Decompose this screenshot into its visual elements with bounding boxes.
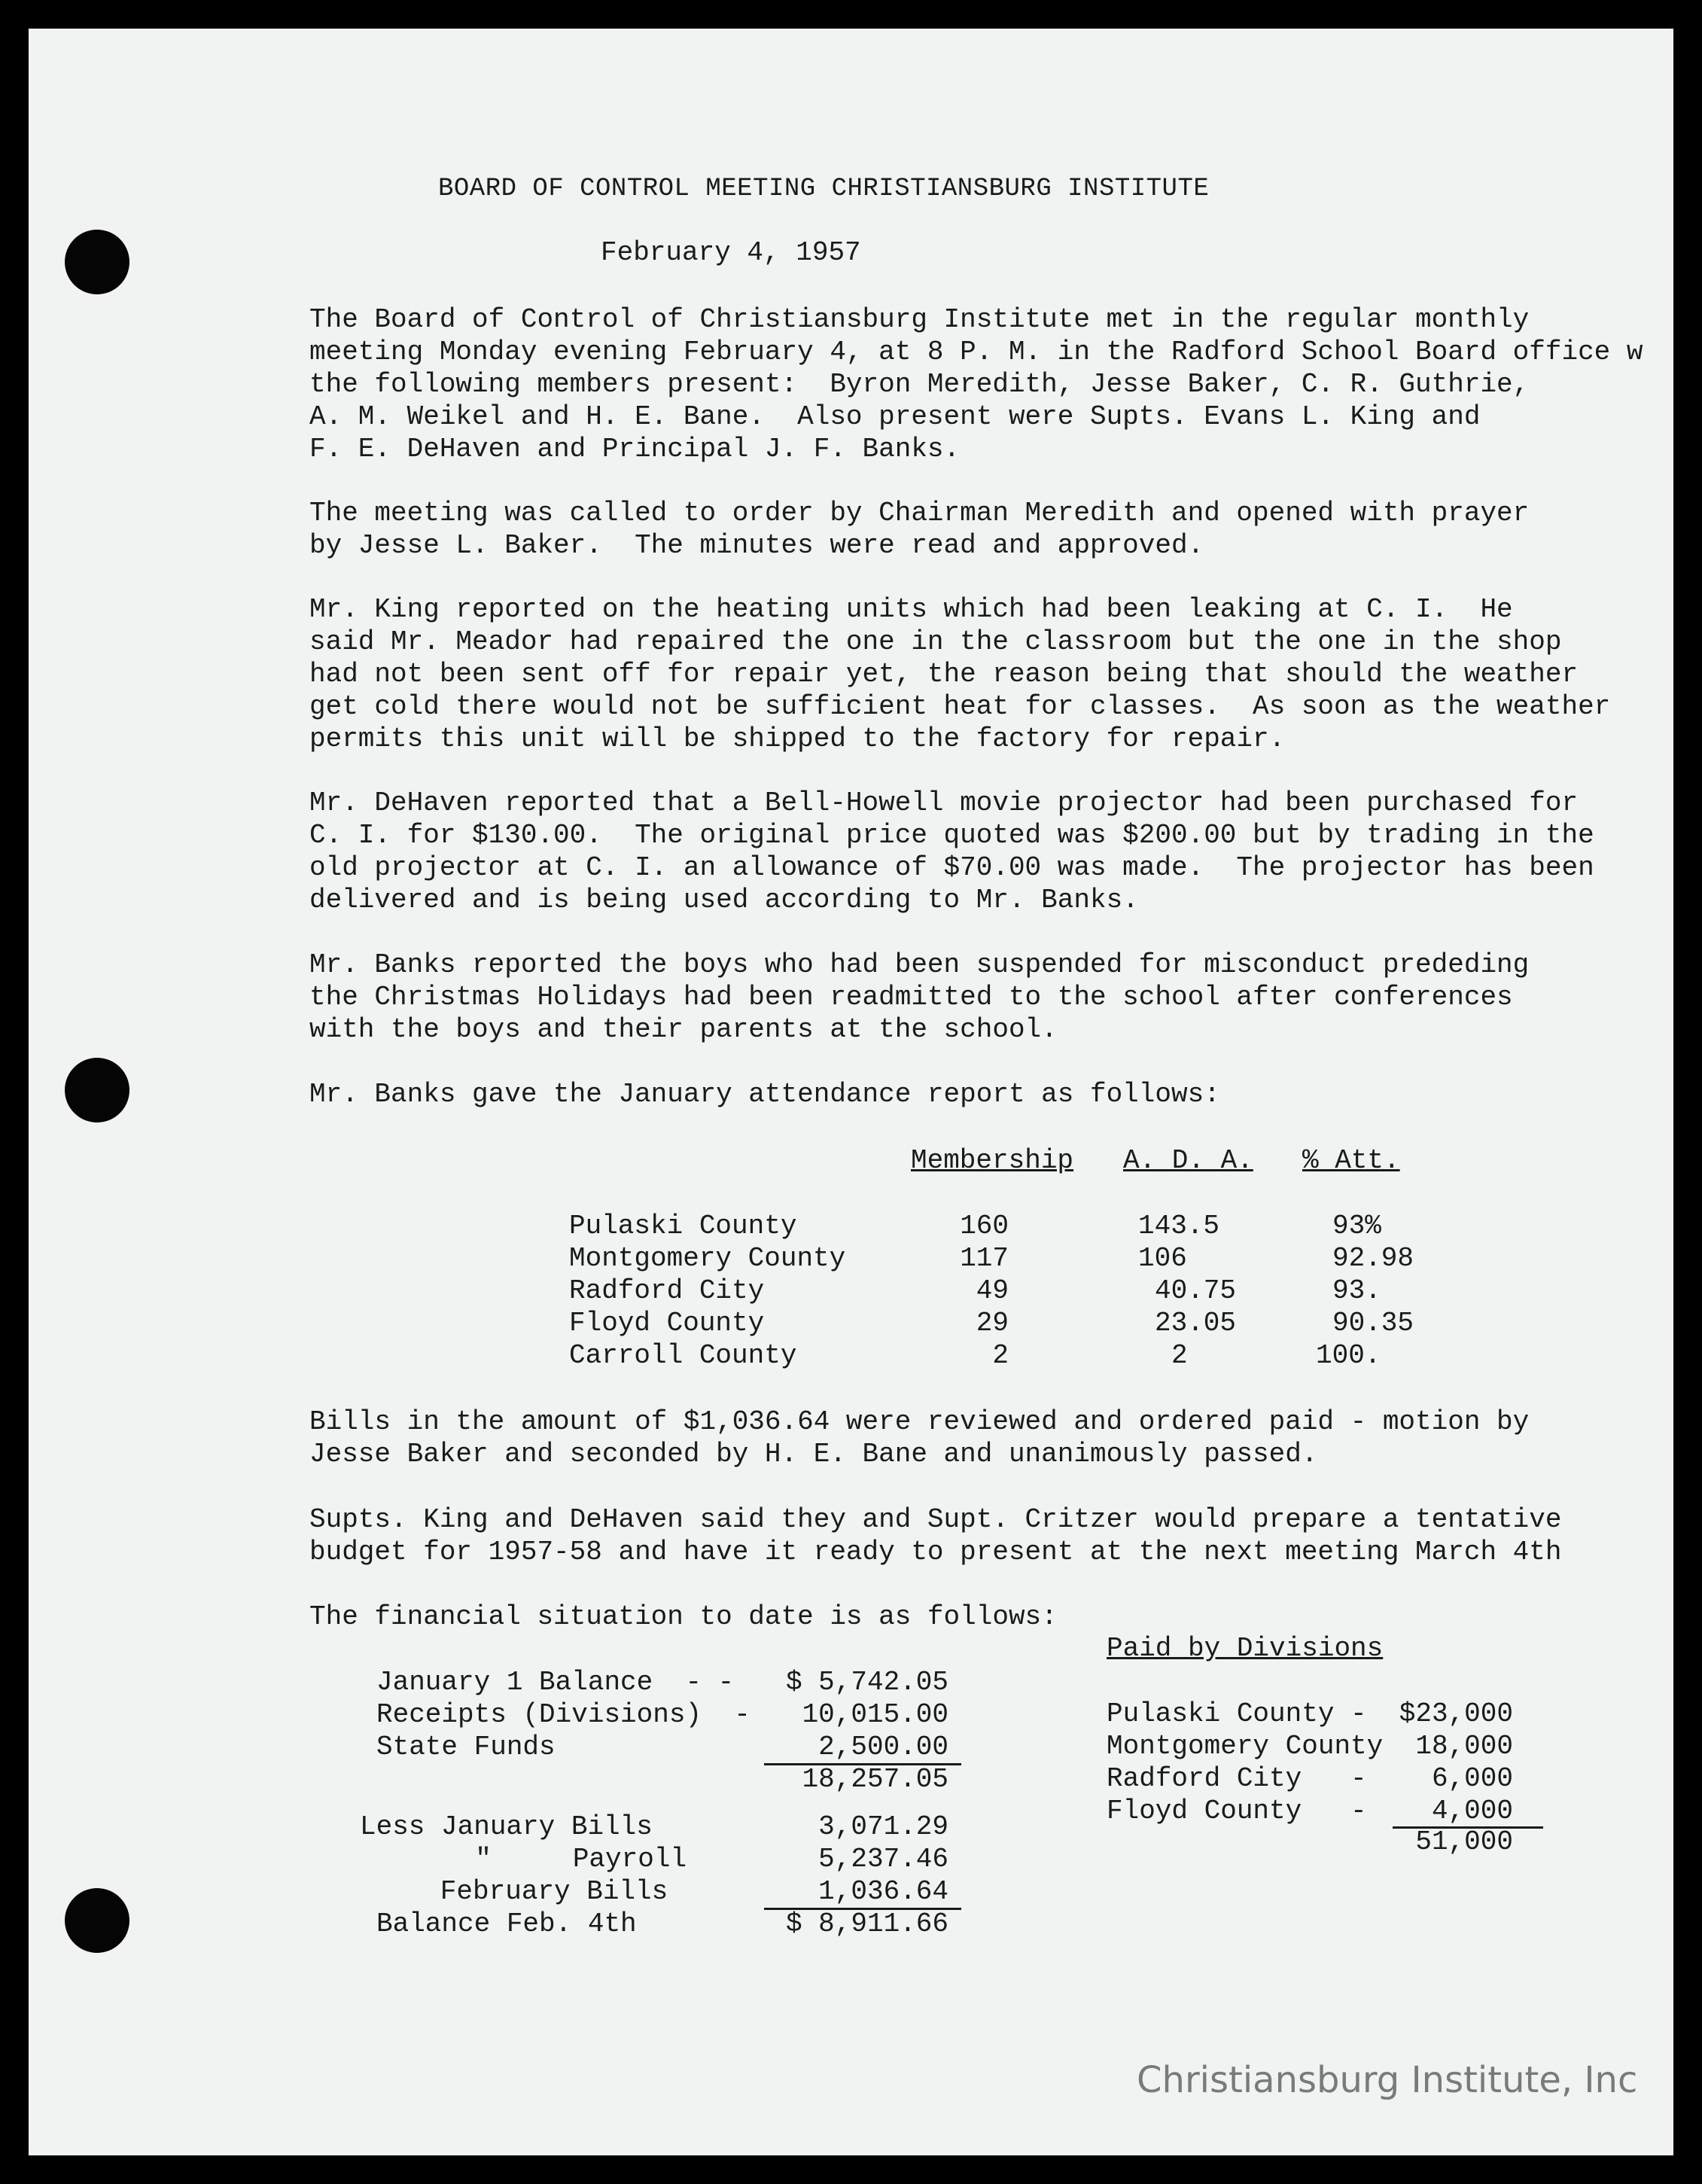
financial-balance: $ 8,911.66 [785,1908,948,1939]
paragraph-projector: Mr. DeHaven reported that a Bell-Howell movie projector had been purchased for C. I. for $130.00. The original price quoted was $200.00 but by trading in the old projector at C. I. an allowance of $70.00 was made. The projector has been delivered and is being used according to Mr. Banks. [309,787,1594,915]
attendance-header-membership: Membership [911,1145,1074,1176]
attendance-ada: 143.5 [1138,1211,1220,1241]
watermark-text: Christiansburg Institute, Inc [1137,2059,1638,2101]
financial-label: February Bills [391,1876,668,1907]
document-title: BOARD OF CONTROL MEETING CHRISTIANSBURG INSTITUTE [438,175,1210,203]
division-name: Radford City - [1107,1763,1367,1794]
division-name: Floyd County - [1107,1796,1367,1826]
attendance-county: Montgomery County [569,1243,846,1274]
attendance-county: Floyd County [569,1308,765,1339]
paragraph-financial-intro: The financial situation to date is as follows: [309,1601,1058,1632]
attendance-header-ada: A. D. A. [1123,1145,1253,1176]
attendance-att: 100. [1316,1340,1381,1371]
financial-label: Less January Bills [360,1811,653,1842]
attendance-membership: 160 [960,1211,1009,1241]
paragraph-bills: Bills in the amount of $1,036.64 were reviewed and ordered paid - motion by Jesse Baker and seconded by H. E. Bane and unanimously passed. [309,1406,1530,1470]
attendance-ada: 40.75 [1155,1275,1237,1306]
financial-amount: $ 5,742.05 [785,1667,948,1698]
attendance-att: 90.35 [1332,1308,1414,1339]
division-name: Pulaski County - [1107,1698,1367,1729]
punch-hole-middle [65,1058,129,1122]
financial-label: Balance Feb. 4th [376,1908,637,1939]
financial-amount: 2,500.00 [818,1732,948,1762]
paragraph-attendees: The Board of Control of Christiansburg Institute met in the regular monthly meeting Monday evening February 4, at 8 P. M. in the Radford School Board office w the following members present: Byron Meredith, Jesse Baker, C. R. Guthrie, A. M. Weikel and H. E. Bane. Also present were Supts. Evans L. King and F. E. DeHaven and Principal J. F. Banks. [309,304,1643,465]
attendance-county: Radford City [569,1275,765,1306]
punch-hole-bottom [65,1888,129,1953]
attendance-membership: 29 [976,1308,1009,1339]
attendance-membership: 2 [992,1340,1009,1371]
financial-subtotal: 18,257.05 [802,1764,948,1795]
divisions-heading: Paid by Divisions [1107,1633,1384,1664]
attendance-att: 93. [1332,1275,1381,1306]
attendance-ada: 23.05 [1155,1308,1237,1339]
attendance-county: Carroll County [569,1340,797,1371]
financial-amount: 5,237.46 [818,1844,948,1875]
financial-amount: 10,015.00 [802,1699,948,1730]
paragraph-opening: The meeting was called to order by Chairman Meredith and opened with prayer by Jesse L. Baker. The minutes were read and approved. [309,498,1530,561]
financial-label: " Payroll [443,1844,687,1875]
attendance-header-att: % Att. [1302,1145,1400,1176]
division-amount: $23,000 [1399,1698,1513,1729]
paragraph-heating-units: Mr. King reported on the heating units which had been leaking at C. I. He said Mr. Meador had repaired the one in the classroom but the one in the shop had not been sent off for repair yet, the reason being that should the weather get cold there would not be sufficient heat for classes. As soon as the weather permits this unit will be shipped to the factory for repair. [309,594,1611,754]
attendance-ada: 2 [1171,1340,1188,1371]
paragraph-attendance-intro: Mr. Banks gave the January attendance report as follows: [309,1079,1220,1110]
attendance-att: 93% [1332,1211,1381,1241]
division-amount: 18,000 [1415,1731,1513,1762]
paragraph-budget: Supts. King and DeHaven said they and Supt. Critzer would prepare a tentative budget for 1957-58 and have it ready to present at the next meeting March 4th [309,1504,1562,1567]
divisions-total: 51,000 [1415,1826,1513,1857]
financial-amount: 3,071.29 [818,1811,948,1842]
division-amount: 6,000 [1431,1763,1513,1794]
punch-hole-top [65,230,129,294]
division-amount: 4,000 [1431,1796,1513,1826]
financial-label: January 1 Balance - - [376,1667,735,1698]
attendance-county: Pulaski County [569,1211,797,1241]
attendance-membership: 117 [960,1243,1009,1274]
financial-amount: 1,036.64 [818,1876,948,1907]
division-name: Montgomery County [1107,1731,1384,1762]
paragraph-suspension: Mr. Banks reported the boys who had been suspended for misconduct prededing the Christmas Holidays had been readmitted to the school after conferences with the boys and their parents at the school. [309,949,1530,1045]
attendance-ada: 106 [1138,1243,1187,1274]
financial-label: Receipts (Divisions) - [376,1699,751,1730]
attendance-att: 92.98 [1332,1243,1414,1274]
attendance-membership: 49 [976,1275,1009,1306]
financial-label: State Funds [376,1732,556,1762]
document-date: February 4, 1957 [601,237,861,268]
